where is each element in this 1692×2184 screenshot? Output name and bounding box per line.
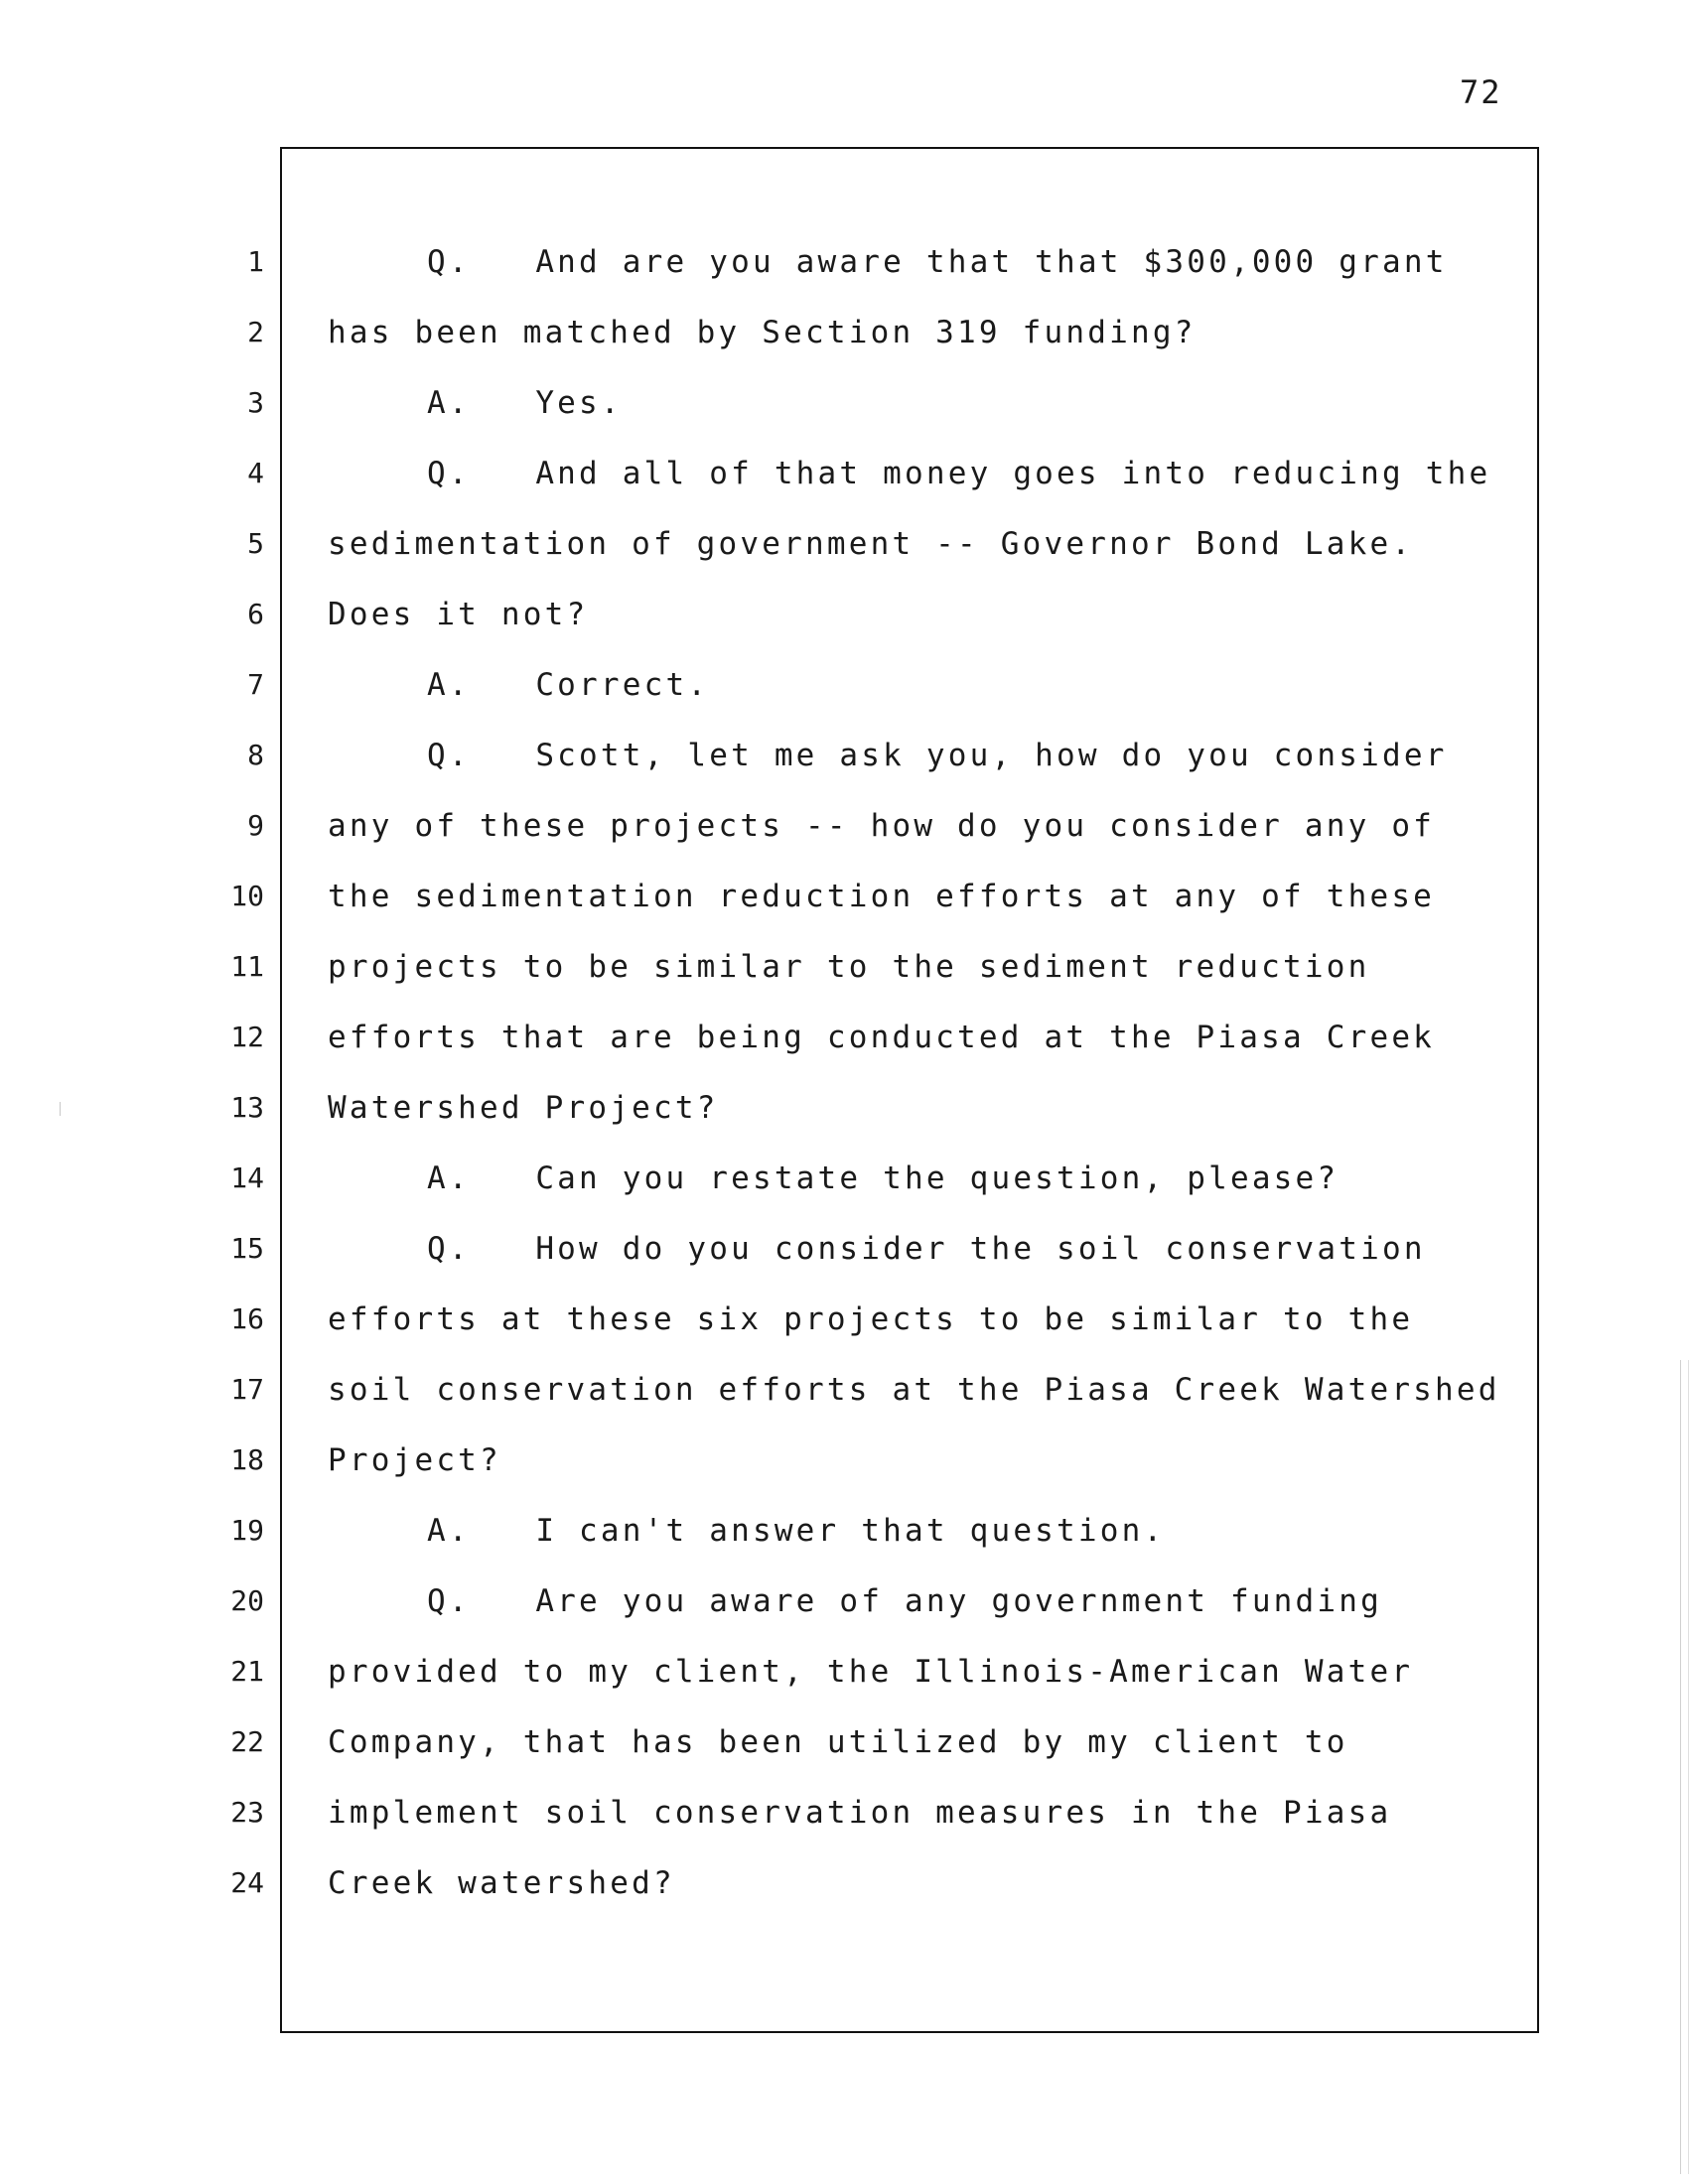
line-number: 7 — [247, 668, 264, 701]
transcript-line: soil conservation efforts at the Piasa Creek Watershed — [328, 1372, 1500, 1408]
line-number: 23 — [230, 1796, 264, 1829]
line-number: 22 — [230, 1725, 264, 1758]
line-number: 11 — [230, 950, 264, 983]
line-number: 18 — [230, 1443, 264, 1476]
line-number: 14 — [230, 1161, 264, 1194]
line-number: 4 — [247, 457, 264, 489]
transcript-line: any of these projects -- how do you consider any of — [328, 808, 1436, 844]
scan-artifact — [1688, 1360, 1689, 2174]
transcript-line: Company, that has been utilized by my client to — [328, 1724, 1348, 1760]
transcript-line: sedimentation of government -- Governor Bond Lake. — [328, 526, 1414, 562]
line-number: 6 — [247, 598, 264, 630]
line-number: 19 — [230, 1514, 264, 1547]
line-number: 2 — [247, 316, 264, 348]
line-number: 13 — [230, 1091, 264, 1124]
line-number: 1 — [247, 245, 264, 278]
line-number: 15 — [230, 1232, 264, 1265]
transcript-line: efforts that are being conducted at the Piasa Creek — [328, 1020, 1436, 1055]
transcript-line: implement soil conservation measures in the Piasa — [328, 1795, 1392, 1831]
transcript-line: Creek watershed? — [328, 1865, 675, 1901]
transcript-line: Watershed Project? — [328, 1090, 719, 1126]
line-number: 21 — [230, 1655, 264, 1688]
transcript-line: Project? — [328, 1442, 501, 1478]
transcript-line: Q. And are you aware that that $300,000 grant — [427, 244, 1448, 280]
transcript-line: Q. Are you aware of any government funding — [427, 1583, 1382, 1619]
transcript-line: Q. Scott, let me ask you, how do you consider — [427, 738, 1448, 773]
line-number: 12 — [230, 1021, 264, 1053]
transcript-line: projects to be similar to the sediment reduction — [328, 949, 1370, 985]
transcript-line: efforts at these six projects to be similar to the — [328, 1301, 1414, 1337]
transcript-line: provided to my client, the Illinois-American Water — [328, 1654, 1414, 1690]
transcript-line: has been matched by Section 319 funding? — [328, 315, 1197, 350]
page-number: 72 — [1460, 73, 1502, 111]
transcript-line: A. I can't answer that question. — [427, 1513, 1166, 1549]
line-number: 5 — [247, 527, 264, 560]
line-number: 17 — [230, 1373, 264, 1406]
transcript-line: Does it not? — [328, 597, 589, 632]
line-number: 9 — [247, 809, 264, 842]
transcript-line: A. Correct. — [427, 667, 710, 703]
transcript-line: the sedimentation reduction efforts at any of these — [328, 879, 1436, 914]
line-number: 10 — [230, 880, 264, 912]
scan-artifact — [1680, 1360, 1681, 2174]
line-number: 16 — [230, 1302, 264, 1335]
line-number: 8 — [247, 739, 264, 771]
line-number: 3 — [247, 386, 264, 419]
transcript-line: A. Can you restate the question, please? — [427, 1160, 1340, 1196]
line-number: 20 — [230, 1584, 264, 1617]
scan-artifact — [60, 1102, 61, 1116]
transcript-line: A. Yes. — [427, 385, 623, 421]
line-number: 24 — [230, 1866, 264, 1899]
transcript-line: Q. How do you consider the soil conservation — [427, 1231, 1426, 1267]
transcript-line: Q. And all of that money goes into reducing the — [427, 456, 1491, 491]
